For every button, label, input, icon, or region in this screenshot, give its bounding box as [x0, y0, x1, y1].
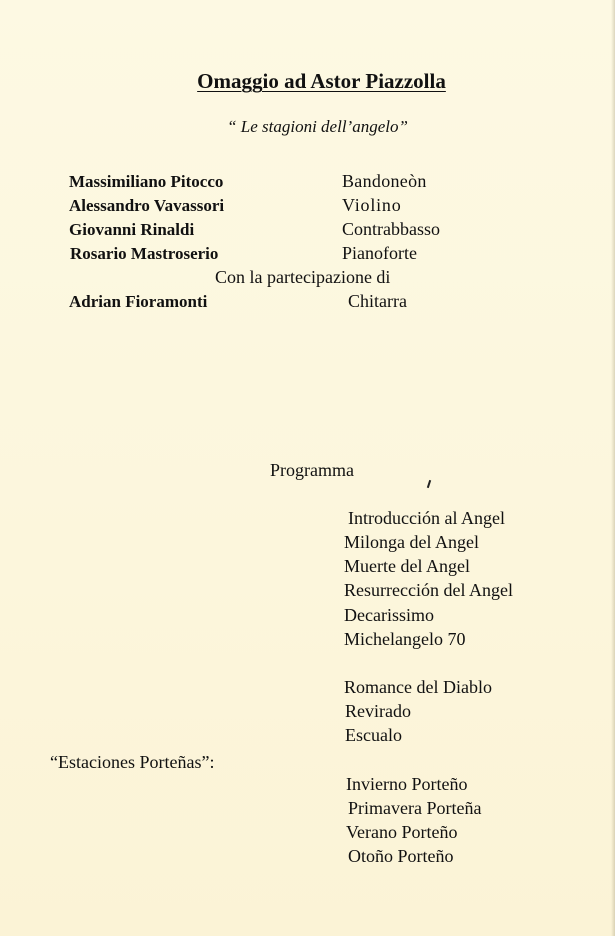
guest-name: Adrian Fioramonti [69, 292, 208, 311]
program-piece: Escualo [345, 725, 402, 745]
program-heading: Programma [270, 460, 354, 480]
concert-subtitle: “ Le stagioni dell’angelo” [227, 117, 408, 136]
performer-instrument: Pianoforte [342, 243, 417, 263]
performer-name: Massimiliano Pitocco [69, 172, 224, 191]
program-piece: Introducción al Angel [348, 508, 505, 528]
performer-instrument: Bandoneòn [342, 171, 427, 191]
suite-piece: Invierno Porteño [346, 774, 468, 794]
suite-title: “Estaciones Porteñas”: [50, 752, 215, 772]
participation-label: Con la partecipazione di [215, 267, 391, 287]
performer-name: Alessandro Vavassori [69, 196, 225, 215]
paper-edge-shadow [611, 0, 615, 936]
concert-title: Omaggio ad Astor Piazzolla [197, 69, 446, 93]
program-piece: Michelangelo 70 [344, 629, 466, 649]
program-piece: Decarissimo [344, 605, 434, 625]
guest-instrument: Chitarra [348, 291, 407, 311]
suite-piece: Primavera Porteña [348, 798, 482, 818]
suite-piece: Verano Porteño [346, 822, 458, 842]
performer-instrument: Contrabbasso [342, 219, 440, 239]
program-piece: Resurrección del Angel [344, 580, 513, 600]
program-piece: Milonga del Angel [344, 532, 479, 552]
program-piece: Muerte del Angel [344, 556, 470, 576]
suite-piece: Otoño Porteño [348, 846, 454, 866]
program-piece: Romance del Diablo [344, 677, 492, 697]
performer-name: Giovanni Rinaldi [69, 220, 195, 239]
performer-name: Rosario Mastroserio [70, 244, 219, 263]
ink-speck [427, 480, 431, 488]
program-piece: Revirado [345, 701, 411, 721]
performer-instrument: Violino [342, 195, 402, 215]
